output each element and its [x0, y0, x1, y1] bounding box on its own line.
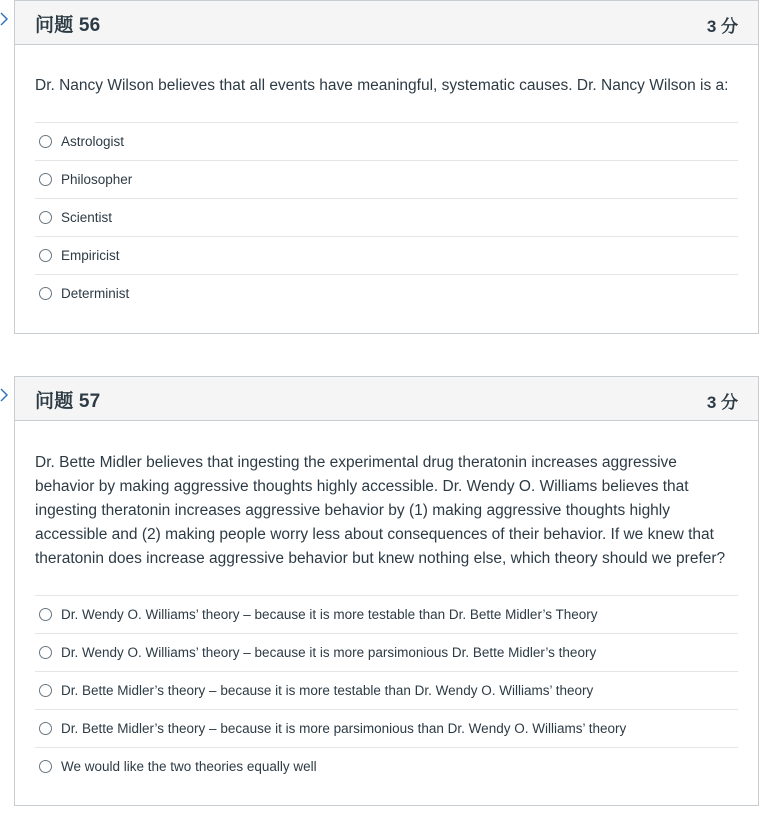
answer-option[interactable]: [35, 123, 738, 161]
answer-list: [35, 122, 738, 312]
answer-option[interactable]: [35, 161, 738, 199]
answer-option[interactable]: [35, 710, 738, 748]
question-header: [15, 1, 758, 45]
answer-label: Dr. Wendy O. Williams’ theory – because it is more parsimonious Dr. Bette Midler’s theory: [61, 645, 597, 660]
question-57: [14, 376, 759, 806]
question-header: [15, 377, 758, 421]
answer-option[interactable]: [35, 672, 738, 710]
answer-option[interactable]: [35, 748, 738, 785]
question-text: Dr. Nancy Wilson believes that all events have meaningful, systematic causes. Dr. Nancy Wilson is a:: [35, 77, 729, 94]
radio-unchecked-icon[interactable]: [39, 646, 52, 659]
chevron-right-icon[interactable]: [0, 12, 8, 26]
question-body: [15, 45, 758, 312]
answer-option[interactable]: [35, 275, 738, 312]
question-body: [15, 421, 758, 785]
radio-unchecked-icon[interactable]: [39, 173, 52, 186]
question-points: 3 分: [706, 17, 738, 36]
question-points: 3 分: [706, 393, 738, 412]
answer-label: Astrologist: [61, 134, 125, 149]
answer-option[interactable]: [35, 596, 738, 634]
answer-label: We would like the two theories equally well: [61, 759, 317, 774]
radio-unchecked-icon[interactable]: [39, 760, 52, 773]
question-text: Dr. Bette Midler believes that ingesting the experimental drug theratonin increases aggressive behavior by making aggressive thoughts highly accessible. Dr. Wendy O. Williams believes that ingesting theratonin increases aggressive behavior by (1) making aggressive thoughts highly accessible and (2) making people worry less about consequences of their behavior. If we knew that theratonin does increase aggressive behavior but knew nothing else, which theory should we prefer?: [35, 454, 726, 567]
radio-unchecked-icon[interactable]: [39, 684, 52, 697]
answer-option[interactable]: [35, 237, 738, 275]
answer-label: Dr. Bette Midler’s theory – because it is more parsimonious than Dr. Wendy O. Williams’ theory: [61, 721, 627, 736]
answer-option[interactable]: [35, 199, 738, 237]
radio-unchecked-icon[interactable]: [39, 135, 52, 148]
answer-list: [35, 595, 738, 785]
answer-label: Dr. Wendy O. Williams’ theory – because it is more testable than Dr. Bette Midler’s Theory: [61, 607, 598, 622]
answer-label: Scientist: [61, 210, 113, 225]
chevron-right-icon[interactable]: [0, 388, 8, 402]
answer-label: Determinist: [61, 286, 130, 301]
question-title: 问题 57: [35, 391, 101, 412]
radio-unchecked-icon[interactable]: [39, 249, 52, 262]
answer-label: Empiricist: [61, 248, 120, 263]
question-56: [14, 0, 759, 334]
answer-option[interactable]: [35, 634, 738, 672]
radio-unchecked-icon[interactable]: [39, 287, 52, 300]
radio-unchecked-icon[interactable]: [39, 211, 52, 224]
radio-unchecked-icon[interactable]: [39, 722, 52, 735]
answer-label: Dr. Bette Midler’s theory – because it is more testable than Dr. Wendy O. Williams’ theory: [61, 683, 594, 698]
question-title: 问题 56: [35, 15, 101, 36]
answer-label: Philosopher: [61, 172, 133, 187]
radio-unchecked-icon[interactable]: [39, 608, 52, 621]
